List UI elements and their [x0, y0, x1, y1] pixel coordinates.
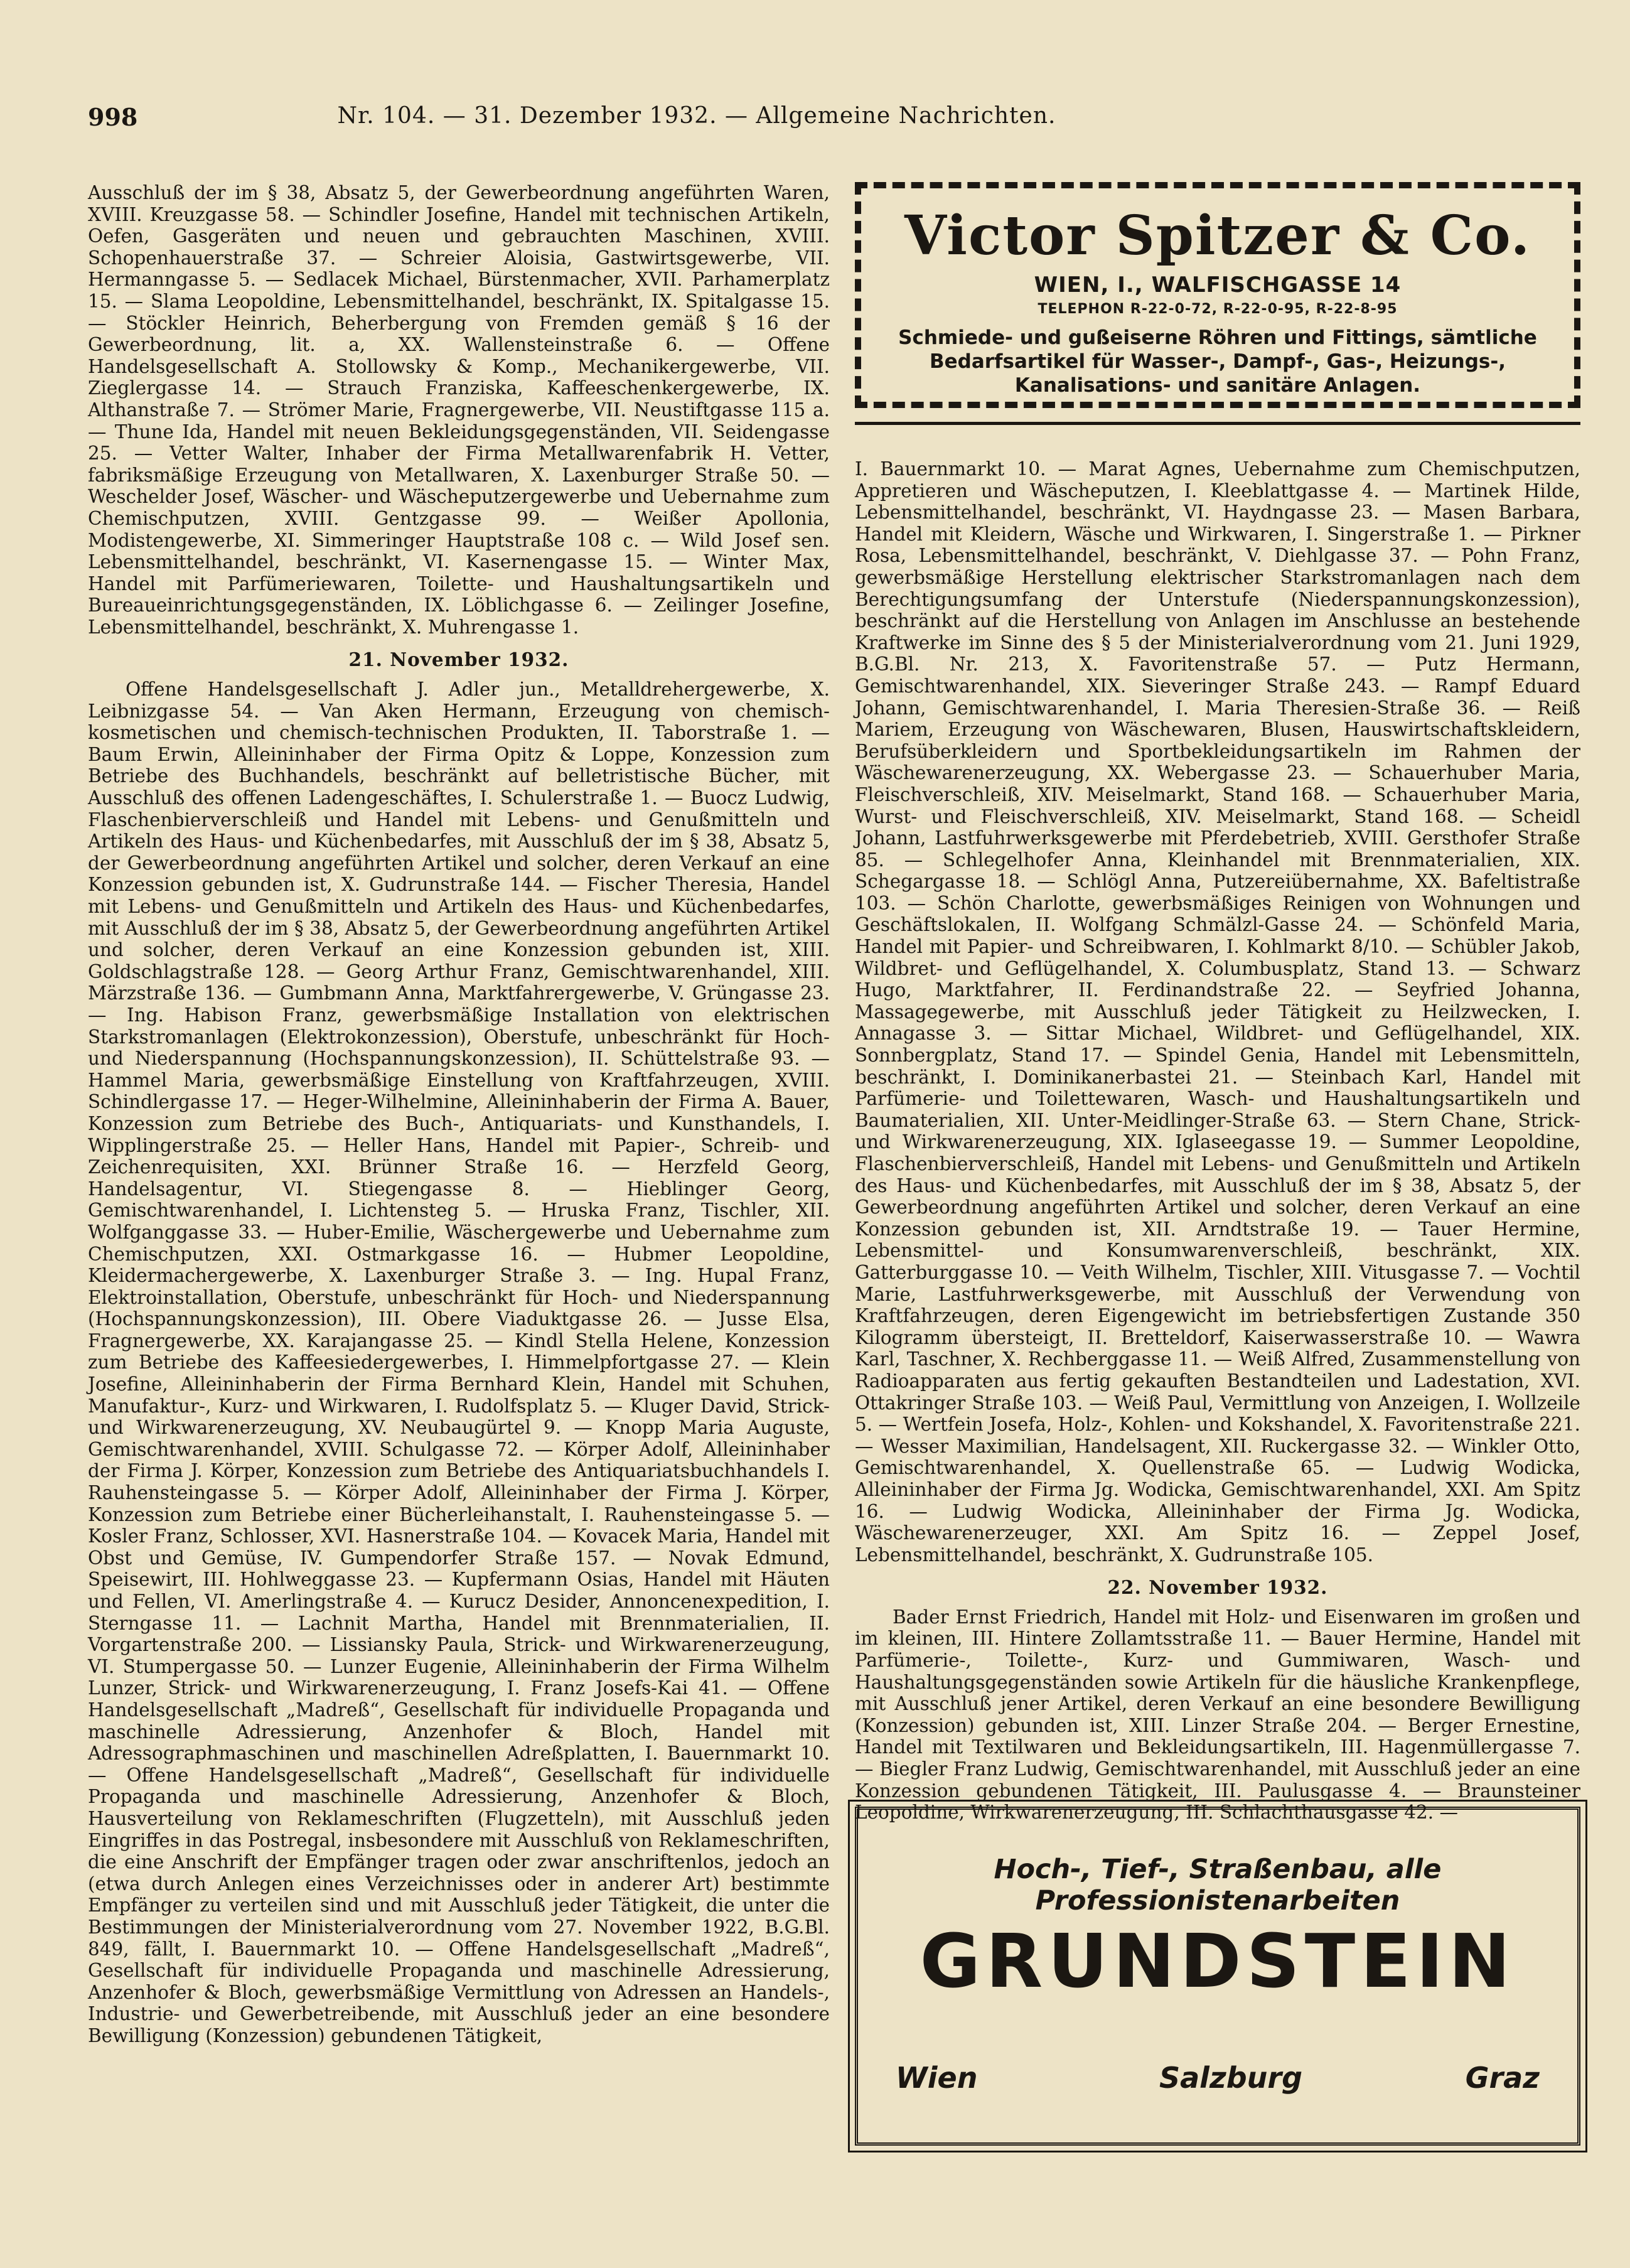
- ad-city: Wien: [896, 2061, 978, 2095]
- ad-city: Graz: [1465, 2061, 1540, 2095]
- ad-products: Schmiede- und gußeiserne Röhren und Fittings, sämtliche Bedarfsartikel für Wasser-, Dampf-, Gas-, Heizungs-, Kanalisations- und sanitäre Anlagen.: [898, 326, 1537, 397]
- date-heading: 22. November 1932.: [1107, 1576, 1328, 1599]
- text-paragraph: Bader Ernst Friedrich, Handel mit Holz- und Eisenwaren im großen und im kleinen, III. Hintere Zollamtsstraße 11. — Bauer Hermine, Handel mit Parfümerie-, Toilette-, Kurz- und Gummiwaren, Wasch- und Haushaltungsgegenständen sowie Artikeln für die häusliche Krankenpflege, mit Ausschluß jener Artikel, deren Verkauf an eine besondere Bewilligung (Konzession) gebunden ist, XIII. Linzer Straße 204. — Berger Ernestine, Handel mit Textilwaren und Bekleidungsartikeln, III. Hagenmüllergasse 7. — Biegler Franz Ludwig, Gemischtwarenhandel, mit Ausschluß jeder an eine Konzession gebundenen Tätigkeit, III. Paulusgasse 4. — Braunsteiner Leopoldine, Wirkwarenerzeugung, III. Schlachthausgasse 42. —: [855, 1606, 1580, 1824]
- left-column: [88, 182, 830, 2046]
- page-header: [88, 94, 1155, 138]
- text-paragraph: Offene Handelsgesellschaft J. Adler jun., Metalldrehergewerbe, X. Leibnizgasse 54. — Van Aken Hermann, Erzeugung von chemisch-kosmetischen und chemisch-technischen Produkten, II. Taborstraße 1. — Baum Erwin, Alleininhaber der Firma Opitz & Loppe, Konzession zum Betriebe des Buchhandels, beschränkt auf belletristische Bücher, mit Ausschluß des offenen Ladengeschäftes, I. Schulerstraße 1. — Buocz Ludwig, Flaschenbierverschleiß und Handel mit Lebens- und Genußmitteln und Artikeln des Haus- und Küchenbedarfes, mit Ausschluß der im § 38, Absatz 5, der Gewerbeordnung angeführten Artikel und solcher, deren Verkauf an eine Konzession gebunden ist, X. Gudrunstraße 144. — Fischer Theresia, Handel mit Lebens- und Genußmitteln und Artikeln des Haus- und Küchenbedarfes, mit Ausschluß der im § 38, Absatz 5, der Gewerbeordnung angeführten Artikel und solcher, deren Verkauf an eine Konzession gebunden ist, XIII. Goldschlagstraße 128. — Georg Arthur Franz, Gemischtwarenhandel, XIII. Märzstraße 136. — Gumbmann Anna, Marktfahrergewerbe, V. Grüngasse 23. — Ing. Habison Franz, gewerbsmäßige Installation von elektrischen Starkstromanlagen (Elektrokonzession), Oberstufe, unbeschränkt für Hoch- und Niederspannung (Hochspannungskonzession), II. Schüttelstraße 93. — Hammel Maria, gewerbsmäßige Einstellung von Kraftfahrzeugen, XVIII. Schindlergasse 17. — Heger-Wilhelmine, Alleininhaberin der Firma A. Bauer, Konzession zum Betriebe des Buch-, Antiquariats- und Kunsthandels, I. Wipplingerstraße 25. — Heller Hans, Handel mit Papier-, Schreib- und Zeichenrequisiten, XXI. Brünner Straße 16. — Herzfeld Georg, Handelsagentur, VI. Stiegengasse 8. — Hieblinger Georg, Gemischtwarenhandel, I. Lichtensteg 5. — Hruska Franz, Tischler, XII. Wolfganggasse 33. — Huber-Emilie, Wäschergewerbe und Uebernahme zum Chemischputzen, XXI. Ostmarkgasse 16. — Hubmer Leopoldine, Kleidermachergewerbe, X. Laxenburger Straße 3. — Ing. Hupal Franz, Elektroinstallation, Oberstufe, unbeschränkt für Hoch- und Niederspannung (Hochspannungskonzession), III. Obere Viaduktgasse 26. — Jusse Elsa, Fragnergewerbe, XX. Karajangasse 25. — Kindl Stella Helene, Konzession zum Betriebe des Kaffeesiedergewerbes, I. Himmelpfortgasse 27. — Klein Josefine, Alleininhaberin der Firma Bernhard Klein, Handel mit Schuhen, Manufaktur-, Kurz- und Wirkwaren, I. Rudolfsplatz 5. — Kluger David, Strick- und Wirkwarenerzeugung, XV. Neubaugürtel 9. — Knopp Maria Auguste, Gemischtwarenhandel, XVIII. Schulgasse 72. — Körper Adolf, Alleininhaber der Firma J. Körper, Konzession zum Betriebe des Antiquariatsbuchhandels I. Rauhensteingasse 5. — Körper Adolf, Alleininhaber der Firma J. Körper, Konzession zum Betriebe einer Bücherleihanstalt, I. Rauhensteingasse 5. — Kosler Franz, Schlosser, XVI. Hasnerstraße 104. — Kovacek Maria, Handel mit Obst und Gemüse, IV. Gumpendorfer Straße 157. — Novak Edmund, Speisewirt, III. Hohlweggasse 23. — Kupfermann Osias, Handel mit Häuten und Fellen, VI. Amerlingstraße 4. — Kurucz Desider, Annoncenexpedition, I. Sterngasse 11. — Lachnit Martha, Handel mit Brennmaterialien, II. Vorgartenstraße 200. — Lissiansky Paula, Strick- und Wirkwarenerzeugung, VI. Stumpergasse 50. — Lunzer Eugenie, Alleininhaberin der Firma Wilhelm Lunzer, Strick- und Wirkwarenerzeugung, I. Franz Josefs-Kai 41. — Offene Handelsgesellschaft „Madreß“, Gesellschaft für individuelle Propaganda und maschinelle Adressierung, Anzenhofer & Bloch, Handel mit Adressographmaschinen und maschinellen Adreßplatten, I. Bauernmarkt 10. — Offene Handelsgesellschaft „Madreß“, Gesellschaft für individuelle Propaganda und maschinelle Adressierung, Anzenhofer & Bloch, Hausverteilung von Reklameschriften (Flugzetteln), mit Ausschluß jeden Eingriffes in das Postregal, insbesondere mit Ausschluß von Reklameschriften, die eine Anschrift der Empfänger tragen oder zwar anschriftenlos, jedoch an (etwa durch Anlegen eines Verzeichnisses oder in anderer Art) bestimmte Empfänger zu verteilen sind und mit Ausschluß jeder Tätigkeit, die unter die Bestimmungen der Ministerialverordnung vom 27. November 1922, B.G.Bl. 849, fällt, I. Bauernmarkt 10. — Offene Handelsgesellschaft „Madreß“, Gesellschaft für individuelle Propaganda und maschinelle Adressierung, Anzenhofer & Bloch, gewerbsmäßige Vermittlung von Adressen an Handels-, Industrie- und Gewerbetreibende, mit Ausschluß jeder an eine besondere Bewilligung (Konzession) gebundenen Tätigkeit,: [88, 679, 830, 2046]
- column-divider: [855, 422, 1580, 425]
- page-number: 998: [88, 103, 138, 131]
- ad-phone: TELEPHON R-22-0-72, R-22-0-95, R-22-8-95: [1038, 301, 1398, 317]
- ad-company-name: Victor Spitzer & Co.: [904, 204, 1531, 267]
- ad-brand: GRUNDSTEIN: [920, 1918, 1516, 2004]
- advertisement-spitzer: [855, 182, 1580, 408]
- text-paragraph: Ausschluß der im § 38, Absatz 5, der Gewerbeordnung angeführten Waren, XVIII. Kreuzgasse 58. — Schindler Josefine, Handel mit technischen Artikeln, Oefen, Gasgeräten und neuen und gebrauchten Maschinen, XVIII. Schopenhauerstraße 37. — Schreier Aloisia, Gastwirtsgewerbe, VII. Hermanngasse 5. — Sedlacek Michael, Bürstenmacher, XVII. Parhamerplatz 15. — Slama Leopoldine, Lebensmittelhandel, beschränkt, IX. Spitalgasse 15. — Stöckler Heinrich, Beherbergung von Fremden gemäß § 16 der Gewerbeordnung, lit. a, XX. Wallensteinstraße 6. — Offene Handelsgesellschaft A. Stollowsky & Komp., Mechanikergewerbe, VII. Zieglergasse 14. — Strauch Franziska, Kaffeeschenkergewerbe, IX. Althanstraße 7. — Strömer Marie, Fragnergewerbe, VII. Neustiftgasse 115 a. — Thune Ida, Handel mit neuen Bekleidungsgegenständen, VII. Seidengasse 25. — Vetter Walter, Inhaber der Firma Metallwarenfabrik H. Vetter, fabriksmäßige Erzeugung von Metallwaren, X. Laxenburger Straße 50. — Weschelder Josef, Wäscher- und Wäscheputzergewerbe und Uebernahme zum Chemischputzen, XVIII. Gentzgasse 99. — Weißer Apollonia, Modistengewerbe, XI. Simmeringer Hauptstraße 108 c. — Wild Josef sen. Lebensmittelhandel, beschränkt, VI. Kasernengasse 15. — Winter Max, Handel mit Parfümeriewaren, Toilette- und Haushaltungsartikeln und Bureaueinrichtungsgegenständen, IX. Löblichgasse 6. — Zeilinger Josefine, Lebensmittelhandel, beschränkt, X. Muhrengasse 1.: [88, 182, 830, 638]
- advertisement-grundstein: [855, 1807, 1580, 2146]
- ad-slogan: Hoch-, Tief-, Straßenbau, alle Professionistenarbeiten: [994, 1854, 1442, 1916]
- ad-city: Salzburg: [1159, 2061, 1303, 2095]
- right-column: [855, 458, 1580, 1824]
- text-paragraph: I. Bauernmarkt 10. — Marat Agnes, Uebernahme zum Chemischputzen, Appretieren und Wäscheputzen, I. Kleeblattgasse 4. — Martinek Hilde, Lebensmittelhandel, beschränkt, VI. Haydngasse 23. — Masen Barbara, Handel mit Kleidern, Wäsche und Wirkwaren, I. Singerstraße 1. — Pirkner Rosa, Lebensmittelhandel, beschränkt, V. Diehlgasse 37. — Pohn Franz, gewerbsmäßige Herstellung elektrischer Starkstromanlagen nach dem Berechtigungsumfang der Unterstufe (Niederspannungskonzession), beschränkt auf die Herstellung von Anlagen im Anschlusse an bestehende Kraftwerke im Sinne des § 5 der Ministerialverordnung vom 21. Juni 1929, B.G.Bl. Nr. 213, X. Favoritenstraße 57. — Putz Hermann, Gemischtwarenhandel, XIX. Sieveringer Straße 243. — Rampf Eduard Johann, Gemischtwarenhandel, I. Maria Theresien-Straße 36. — Reiß Mariem, Erzeugung von Wäschewaren, Blusen, Hauswirtschaftskleidern, Berufsüberkleidern und Sportbekleidungsartikeln im Rahmen der Wäschewarenerzeugung, XX. Webergasse 23. — Schauerhuber Maria, Fleischverschleiß, XIV. Meiselmarkt, Stand 168. — Schauerhuber Maria, Wurst- und Fleischverschleiß, XIV. Meiselmarkt, Stand 168. — Scheidl Johann, Lastfuhrwerksgewerbe mit Pferdebetrieb, XVIII. Gersthofer Straße 85. — Schlegelhofer Anna, Kleinhandel mit Brennmaterialien, XIX. Schegargasse 18. — Schlögl Anna, Putzereiübernahme, XX. Bafeltistraße 103. — Schön Charlotte, gewerbsmäßiges Reinigen von Wohnungen und Geschäftslokalen, II. Wolfgang Schmälzl-Gasse 24. — Schönfeld Maria, Handel mit Papier- und Schreibwaren, I. Kohlmarkt 8/10. — Schübler Jakob, Wildbret- und Geflügelhandel, X. Columbusplatz, Stand 13. — Schwarz Hugo, Marktfahrer, II. Ferdinandstraße 22. — Seyfried Johanna, Massagegewerbe, mit Ausschluß jeder Tätigkeit zu Heilzwecken, I. Annagasse 3. — Sittar Michael, Wildbret- und Geflügelhandel, XIX. Sonnbergplatz, Stand 17. — Spindel Genia, Handel mit Lebensmitteln, beschränkt, I. Dominikanerbastei 21. — Steinbach Karl, Handel mit Parfümerie- und Toilettewaren, Wasch- und Haushaltungsartikeln und Baumaterialien, XII. Unter-Meidlinger-Straße 63. — Stern Chane, Strick- und Wirkwarenerzeugung, XIX. Iglaseegasse 19. — Summer Leopoldine, Flaschenbierverschleiß, Handel mit Lebens- und Genußmitteln und Artikeln des Haus- und Küchenbedarfes, mit Ausschluß der im § 38, Absatz 5, der Gewerbeordnung angeführten Artikel und solcher, deren Verkauf an eine Konzession gebunden ist, XII. Arndtstraße 19. — Tauer Hermine, Lebensmittel- und Konsumwarenverschleiß, beschränkt, XIX. Gatterburggasse 10. — Veith Wilhelm, Tischler, XIII. Vitusgasse 7. — Vochtil Marie, Lastfuhrwerksgewerbe, mit Ausschluß der Verwendung von Kraftfahrzeugen, deren Eigengewicht im betriebsfertigen Zustande 350 Kilogramm übersteigt, II. Bretteldorf, Kaiserwasserstraße 10. — Wawra Karl, Taschner, X. Rechberggasse 11. — Weiß Alfred, Zusammenstellung von Radioapparaten aus fertig gekauften Bestandteilen und Ladestation, XVI. Ottakringer Straße 103. — Weiß Paul, Vermittlung von Anzeigen, I. Wollzeile 5. — Wertfein Josefa, Holz-, Kohlen- und Kokshandel, X. Favoritenstraße 221. — Wesser Maximilian, Handelsagent, XII. Ruckergasse 32. — Winkler Otto, Gemischtwarenhandel, X. Quellenstraße 65. — Ludwig Wodicka, Alleininhaber der Firma Jg. Wodicka, Gemischtwarenhandel, XXI. Am Spitz 16. — Ludwig Wodicka, Alleininhaber der Firma Jg. Wodicka, Wäschewarenerzeuger, XXI. Am Spitz 16. — Zeppel Josef, Lebensmittelhandel, beschränkt, X. Gudrunstraße 105.: [855, 458, 1580, 1566]
- date-heading: 21. November 1932.: [348, 648, 569, 671]
- running-head: Nr. 104. — 31. Dezember 1932. — Allgemeine Nachrichten.: [337, 103, 1056, 129]
- ad-address: WIEN, I., WALFISCHGASSE 14: [1034, 272, 1402, 298]
